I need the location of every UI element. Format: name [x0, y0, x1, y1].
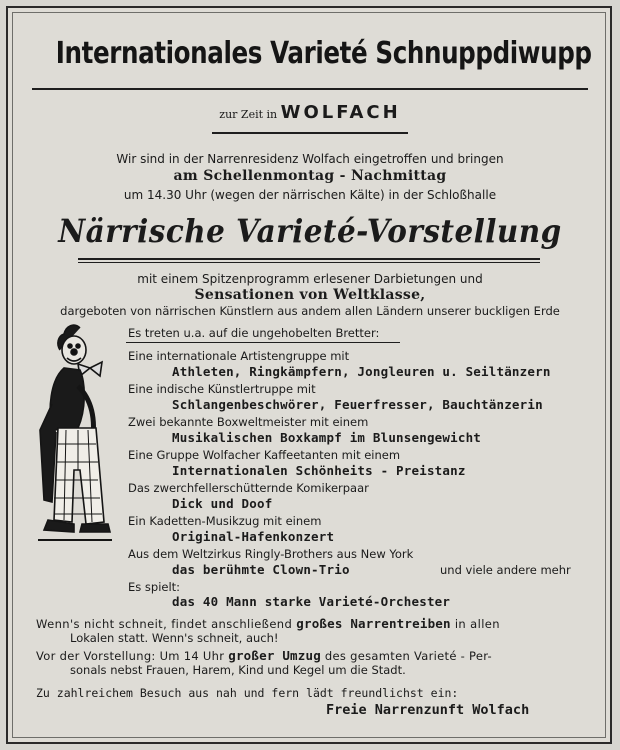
act-3-intro: Zwei bekannte Boxweltmeister mit einem [128, 415, 369, 429]
weather-text-a: Wenn's nicht schneit, findet anschließend [36, 617, 293, 631]
act-2-intro: Eine indische Künstlertruppe mit [128, 382, 316, 396]
parade-text-b: des gesamten Varieté - Per- [324, 649, 492, 663]
acts-intro-underline [126, 342, 400, 343]
intro-line-1: Wir sind in der Narrenresidenz Wolfach eingetroffen und bringen [116, 152, 504, 166]
orchestra-highlight: das 40 Mann starke Varieté-Orchester [172, 594, 451, 609]
weather-text-b: in allen [454, 617, 500, 631]
weather-line-1 [36, 616, 500, 631]
clown-tail [40, 404, 56, 502]
clown-shoe-right [80, 524, 110, 532]
weather-bold: großes Narrentreiben [296, 616, 451, 631]
act-4-intro: Eine Gruppe Wolfacher Kaffeetanten mit einem [128, 448, 401, 462]
headline-underline [32, 88, 588, 90]
act-6-intro: Ein Kadetten-Musikzug mit einem [128, 514, 322, 528]
parade-bold: großer Umzug [228, 648, 321, 663]
act-7-highlight: das berühmte Clown-Trio [172, 562, 350, 577]
show-title-underline-2 [78, 262, 540, 263]
weather-line-2: Lokalen statt. Wenn's schneit, auch! [70, 631, 279, 645]
act-3-highlight: Musikalischen Boxkampf im Blunsengewicht [172, 430, 482, 445]
signature: Freie Narrenzunft Wolfach [326, 702, 530, 718]
location-line [0, 102, 620, 123]
clown-nose [71, 349, 77, 355]
act-1-intro: Eine internationale Artistengruppe mit [128, 349, 350, 363]
headline: Internationales Varieté Schnuppdiwupp [55, 36, 592, 71]
act-6-highlight: Original-Hafenkonzert [172, 529, 335, 544]
program-highlight: Sensationen von Weltklasse, [194, 287, 426, 303]
parade-line-2: sonals nebst Frauen, Harem, Kind und Kegel um die Stadt. [70, 663, 406, 677]
clown-illustration [34, 320, 114, 556]
program-line-1: mit einem Spitzenprogramm erlesener Darbietungen und [137, 272, 483, 286]
intro-date: am Schellenmontag - Nachmittag [173, 168, 447, 184]
act-5-intro: Das zwerchfellerschütternde Komikerpaar [128, 481, 369, 495]
act-7-intro: Aus dem Weltzirkus Ringly-Brothers aus New York [128, 547, 414, 561]
act-5-highlight: Dick und Doof [172, 496, 273, 511]
parade-text-a: Vor der Vorstellung: Um 14 Uhr [36, 649, 225, 663]
show-title-underline-1 [78, 258, 540, 260]
location-prefix: zur Zeit in [219, 108, 278, 121]
show-title: Närrische Varieté-Vorstellung [58, 212, 562, 250]
act-1-highlight: Athleten, Ringkämpfern, Jongleuren u. Seiltänzern [172, 364, 551, 379]
program-line-2: dargeboten von närrischen Künstlern aus andem allen Ländern unserer buckligen Erde [60, 304, 560, 318]
acts-more: und viele andere mehr [440, 563, 571, 577]
acts-intro: Es treten u.a. auf die ungehobelten Bretter: [128, 326, 380, 340]
location-underline [212, 132, 408, 134]
clown-trousers [54, 428, 104, 524]
invite-line: Zu zahlreichem Besuch aus nah und fern lädt freundlichst ein: [36, 686, 459, 700]
orchestra-intro: Es spielt: [128, 580, 181, 594]
parade-line-1 [36, 648, 492, 663]
act-2-highlight: Schlangenbeschwörer, Feuerfresser, Bauchtänzerin [172, 397, 543, 412]
location-city: WOLFACH [280, 102, 401, 123]
clown-icon [38, 325, 112, 540]
intro-time: um 14.30 Uhr (wegen der närrischen Kälte) in der Schloßhalle [123, 188, 497, 202]
clown-jacket [50, 368, 84, 430]
act-4-highlight: Internationalen Schönheits - Preistanz [172, 463, 466, 478]
